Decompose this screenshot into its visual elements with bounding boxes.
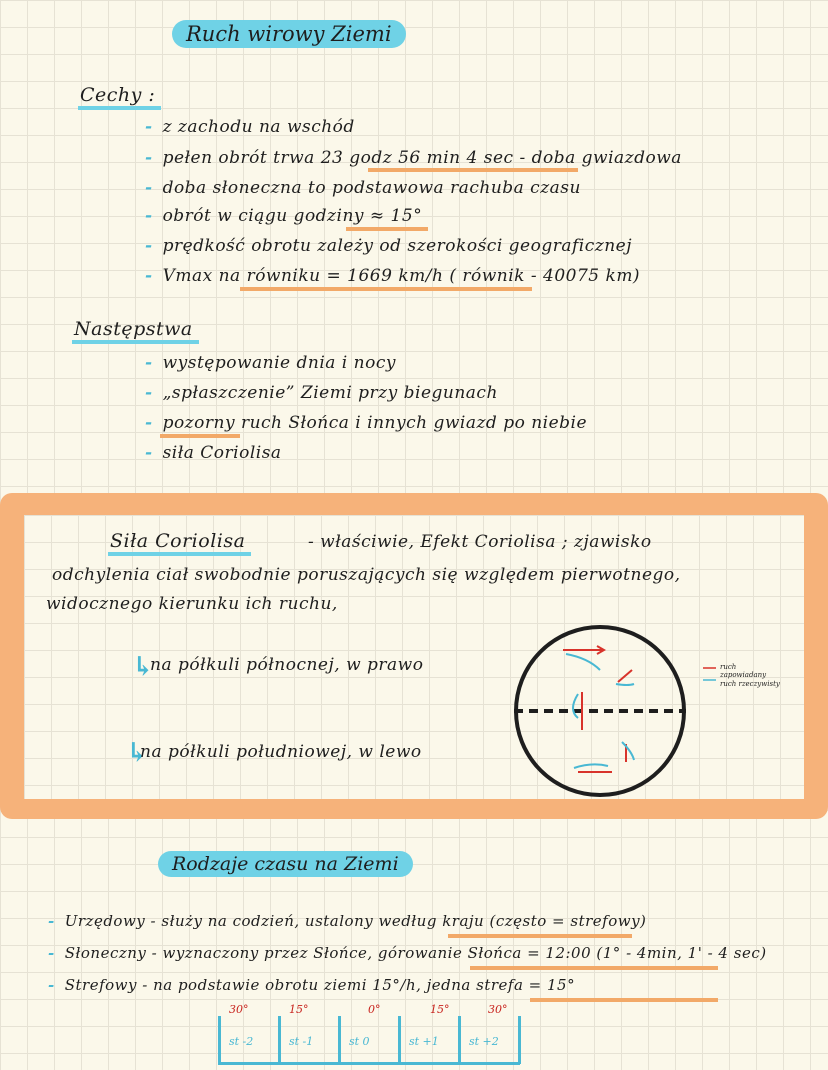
highlight-underline xyxy=(530,998,718,1002)
rodzaje-heading: Rodzaje czasu na Ziemi xyxy=(158,853,413,875)
zone-degree: 15° xyxy=(289,1003,309,1016)
coriolis-definition: - właściwie, Efekt Coriolisa ; zjawisko xyxy=(308,532,652,552)
highlight-underline xyxy=(160,434,240,438)
zones-baseline xyxy=(218,1062,520,1065)
legend-actual: ruch rzeczywisty xyxy=(720,680,780,688)
rodzaje-item: - Słoneczny - wyznaczony przez Słońce, górowanie Słońca = 12:00 (1° - 4min, 1' - 4 sec) xyxy=(48,944,767,962)
zone-degree: 0° xyxy=(368,1003,381,1016)
rodzaje-item: - Strefowy - na podstawie obrotu ziemi 15°/h, jedna strefa = 15° xyxy=(48,976,576,994)
zone-divider xyxy=(518,1016,521,1064)
cechy-item: - prędkość obrotu zależy od szerokości geograficznej xyxy=(145,236,632,256)
nastepstwa-item: - pozorny ruch Słońca i innych gwiazd po niebie xyxy=(145,413,588,433)
coriolis-definition: odchylenia ciał swobodnie poruszających się względem pierwotnego, xyxy=(52,565,681,585)
nastepstwa-heading: Następstwa xyxy=(72,318,199,340)
nastepstwa-item: - występowanie dnia i nocy xyxy=(145,353,396,373)
zone-label: st +2 xyxy=(469,1035,499,1048)
nastepstwa-item: - „spłaszczenie” Ziemi przy biegunach xyxy=(145,383,498,403)
zone-divider xyxy=(278,1016,281,1064)
highlight-underline xyxy=(240,287,532,291)
page-title: Ruch wirowy Ziemi xyxy=(172,22,406,46)
rodzaje-item: - Urzędowy - służy na codzień, ustalony według kraju (często = strefowy) xyxy=(48,912,647,930)
cechy-heading: Cechy : xyxy=(78,84,161,106)
coriolis-south: na półkuli południowej, w lewo xyxy=(140,742,422,762)
zone-label: st +1 xyxy=(409,1035,439,1048)
cechy-item: - obrót w ciągu godziny ≈ 15° xyxy=(145,206,423,226)
zone-divider xyxy=(338,1016,341,1064)
turn-right-arrow-icon: ↳ xyxy=(126,738,148,768)
legend-arrows xyxy=(702,664,718,686)
highlight-underline xyxy=(470,966,718,970)
cechy-item: - pełen obrót trwa 23 godz 56 min 4 sec - doba gwiazdowa xyxy=(145,148,682,168)
zone-degree: 15° xyxy=(430,1003,450,1016)
turn-right-arrow-icon: ↳ xyxy=(132,652,154,682)
highlight-underline xyxy=(448,934,632,938)
cechy-item: - z zachodu na wschód xyxy=(145,117,355,137)
earth-diagram xyxy=(508,622,692,802)
coriolis-definition: widocznego kierunku ich ruchu, xyxy=(46,594,338,614)
cechy-item: - Vmax na równiku = 1669 km/h ( równik - 40075 km) xyxy=(145,266,641,286)
zone-label: st -2 xyxy=(229,1035,254,1048)
coriolis-term: Siła Coriolisa xyxy=(108,530,251,552)
zone-label: st 0 xyxy=(349,1035,370,1048)
highlight-underline xyxy=(346,227,428,231)
legend-expected: ruch zapowiadany xyxy=(720,663,767,679)
coriolis-north: na półkuli północnej, w prawo xyxy=(150,655,424,675)
zone-divider xyxy=(398,1016,401,1064)
zone-divider xyxy=(458,1016,461,1064)
nastepstwa-item: - siła Coriolisa xyxy=(145,443,282,463)
zone-degree: 30° xyxy=(488,1003,508,1016)
cechy-item: - doba słoneczna to podstawowa rachuba czasu xyxy=(145,178,581,198)
zone-divider xyxy=(218,1016,221,1064)
highlight-underline xyxy=(368,168,578,172)
zone-degree: 30° xyxy=(229,1003,249,1016)
zone-label: st -1 xyxy=(289,1035,314,1048)
